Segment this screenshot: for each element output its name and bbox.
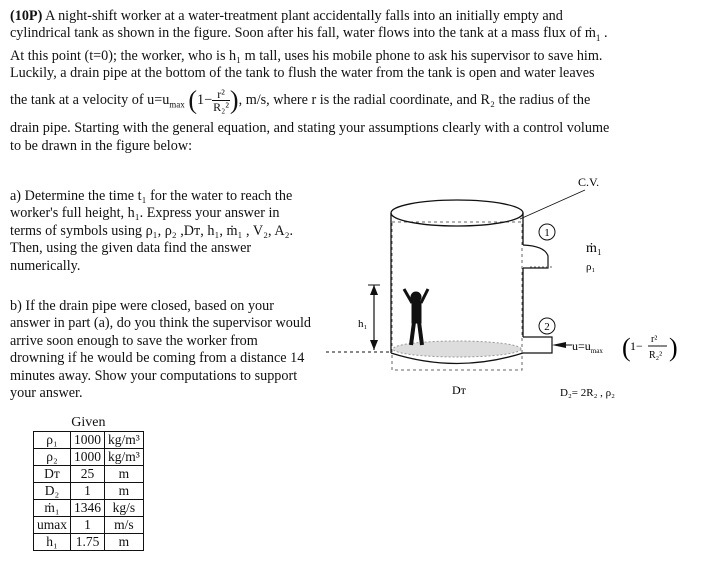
table-row: ρ₁ 1000 kg/m³ xyxy=(34,432,144,449)
intro-line-4: Luckily, a drain pipe at the bottom of the tank to flush the water from the tank is open and water leaves xyxy=(10,65,595,82)
points-label: (10P) xyxy=(10,8,43,24)
cv-label: C.V. xyxy=(578,175,600,189)
tank-diameter-label: Dᴛ xyxy=(452,383,466,397)
svg-text:): ) xyxy=(669,333,678,362)
part-b: b) If the drain pipe were closed, based on your answer in part (a), do you think the supervisor would arrive soon enough to save the worker from drowning if he would be coming from a distance 14 minutes away. Show your computations to support your answer. xyxy=(10,298,312,402)
intro-line-7: to be drawn in the figure below: xyxy=(10,137,193,154)
part-a: a) Determine the time t₁ for the water to reach the worker's full height, h₁. Express your answer in terms of symbols using ρ₁, ρ₂ ,Dᴛ, h₁, ṁ₁ , V₂, A₂. Then, using the given data find the answer numerically. xyxy=(10,188,294,274)
svg-text:r²: r² xyxy=(651,334,658,345)
table-row: h₁ 1.75 m xyxy=(34,534,144,551)
rho1-label: ρ₁ xyxy=(586,261,596,273)
intro-line-6: drain pipe. Starting with the general equation, and stating your assumptions clearly with a control volume xyxy=(10,120,610,137)
svg-text:R₂²: R₂² xyxy=(649,350,663,361)
intro-line-2: cylindrical tank as shown in the figure. Soon after his fall, water flows into the tank at a mass flux of ṁ$_1$ . xyxy=(10,25,608,44)
inlet-pipe xyxy=(523,245,548,268)
table-row: umax 1 m/s xyxy=(34,517,144,534)
h1-label: h₁ xyxy=(358,318,368,330)
velocity-fraction: $\frac{\text{r²}}{\text{R₂²}}$ xyxy=(213,87,229,115)
svg-text:1: 1 xyxy=(544,227,550,239)
table-row: ρ₂ 1000 kg/m³ xyxy=(34,449,144,466)
outlet-velocity-label: $u=u_{max}$ xyxy=(572,339,603,355)
given-title: Given xyxy=(71,415,106,430)
mdot1-label: ṁ₁ xyxy=(586,241,602,256)
intro-line-5: the tank at a velocity of $u=u_{max}$ (1− $\frac{\text{r²}}{\text{R₂²}}$ ), m/s, where r is the radial coordinate, and R₂ the radius of the xyxy=(10,85,591,115)
tank-top xyxy=(391,200,523,226)
outlet-arrow xyxy=(552,342,566,348)
svg-text:1−: 1− xyxy=(630,339,643,353)
outlet-pipe xyxy=(523,337,552,353)
intro-line-3: At this point (t=0); the worker, who is h₁ m tall, uses his mobile phone to ask his supervisor to save him. xyxy=(10,47,603,64)
table-row: Dᴛ 25 m xyxy=(34,466,144,483)
svg-text:2: 2 xyxy=(544,321,550,333)
table-row: ṁ₁ 1346 kg/s xyxy=(34,500,144,517)
worker-figure xyxy=(404,289,428,345)
table-row: D₂ 1 m xyxy=(34,483,144,500)
intro-line-1: (10P) A night-shift worker at a water-treatment plant accidentally falls into an initially empty and xyxy=(10,8,563,24)
svg-text:(: ( xyxy=(622,333,631,362)
d2-label: D₂= 2R₂ , ρ₂ xyxy=(560,387,615,399)
